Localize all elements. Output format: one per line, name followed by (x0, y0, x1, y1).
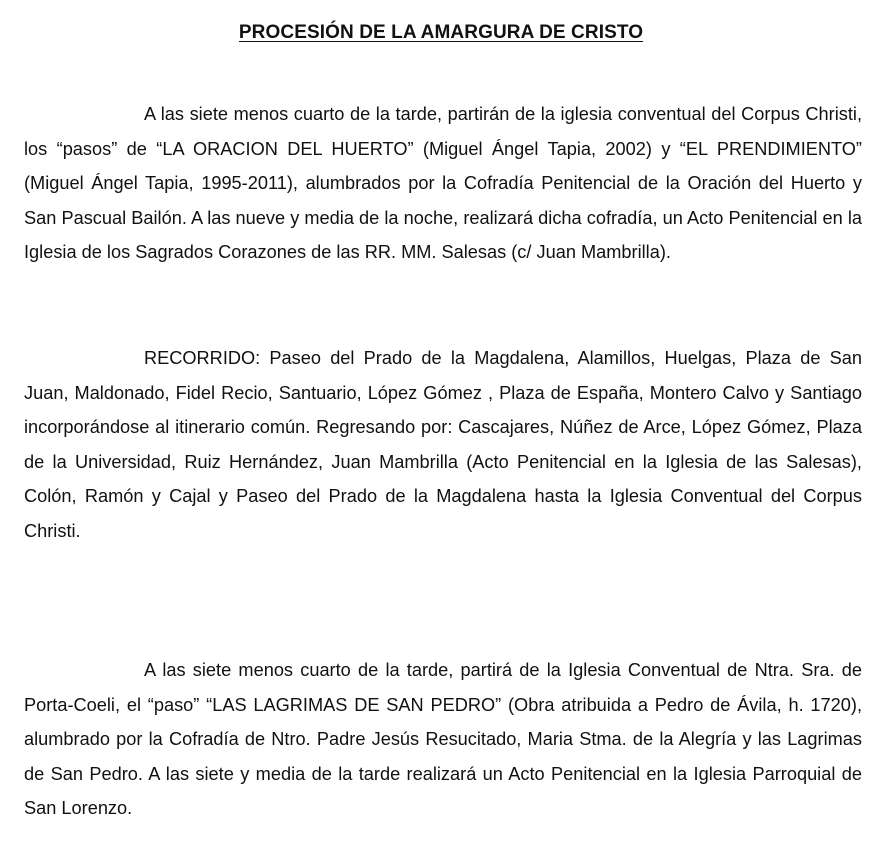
paragraph-procession-departure: A las siete menos cuarto de la tarde, partirán de la iglesia conventual del Corpus Christi, los “pasos” de “LA ORACION DEL HUERTO” (Miguel Ángel Tapia, 2002) y “EL PRENDIMIENTO” (Miguel Ángel Tapia, 1995-2011), alumbrados por la Cofradía Penitencial de la Oración del Huerto y San Pascual Bailón. A las nueve y media de la noche, realizará dicha cofradía, un Acto Penitencial en la Iglesia de los Sagrados Corazones de las RR. MM. Salesas (c/ Juan Mambrilla). (24, 104, 862, 262)
document-title: PROCESIÓN DE LA AMARGURA DE CRISTO (238, 22, 644, 43)
paragraph-second-procession: A las siete menos cuarto de la tarde, partirá de la Iglesia Conventual de Ntra. Sra. de Porta-Coeli, el “paso” “LAS LAGRIMAS DE SAN PEDRO” (Obra atribuida a Pedro de Ávila, h. 1720), alumbrado por la Cofradía de Ntro. Padre Jesús Resucitado, Maria Stma. de la Alegría y las Lagrimas de San Pedro. A las siete y media de la tarde realizará un Acto Penitencial en la Iglesia Parroquial de San Lorenzo. (24, 660, 862, 818)
paragraph-route: RECORRIDO: Paseo del Prado de la Magdalena, Alamillos, Huelgas, Plaza de San Juan, Maldonado, Fidel Recio, Santuario, López Gómez , Plaza de España, Montero Calvo y Santiago incorporándose al itinerario común. Regresando por: Cascajares, Núñez de Arce, López Gómez, Plaza de la Universidad, Ruiz Hernández, Juan Mambrilla (Acto Penitencial en la Iglesia de las Salesas), Colón, Ramón y Cajal y Paseo del Prado de la Magdalena hasta la Iglesia Conventual del Corpus Christi. (24, 348, 862, 541)
